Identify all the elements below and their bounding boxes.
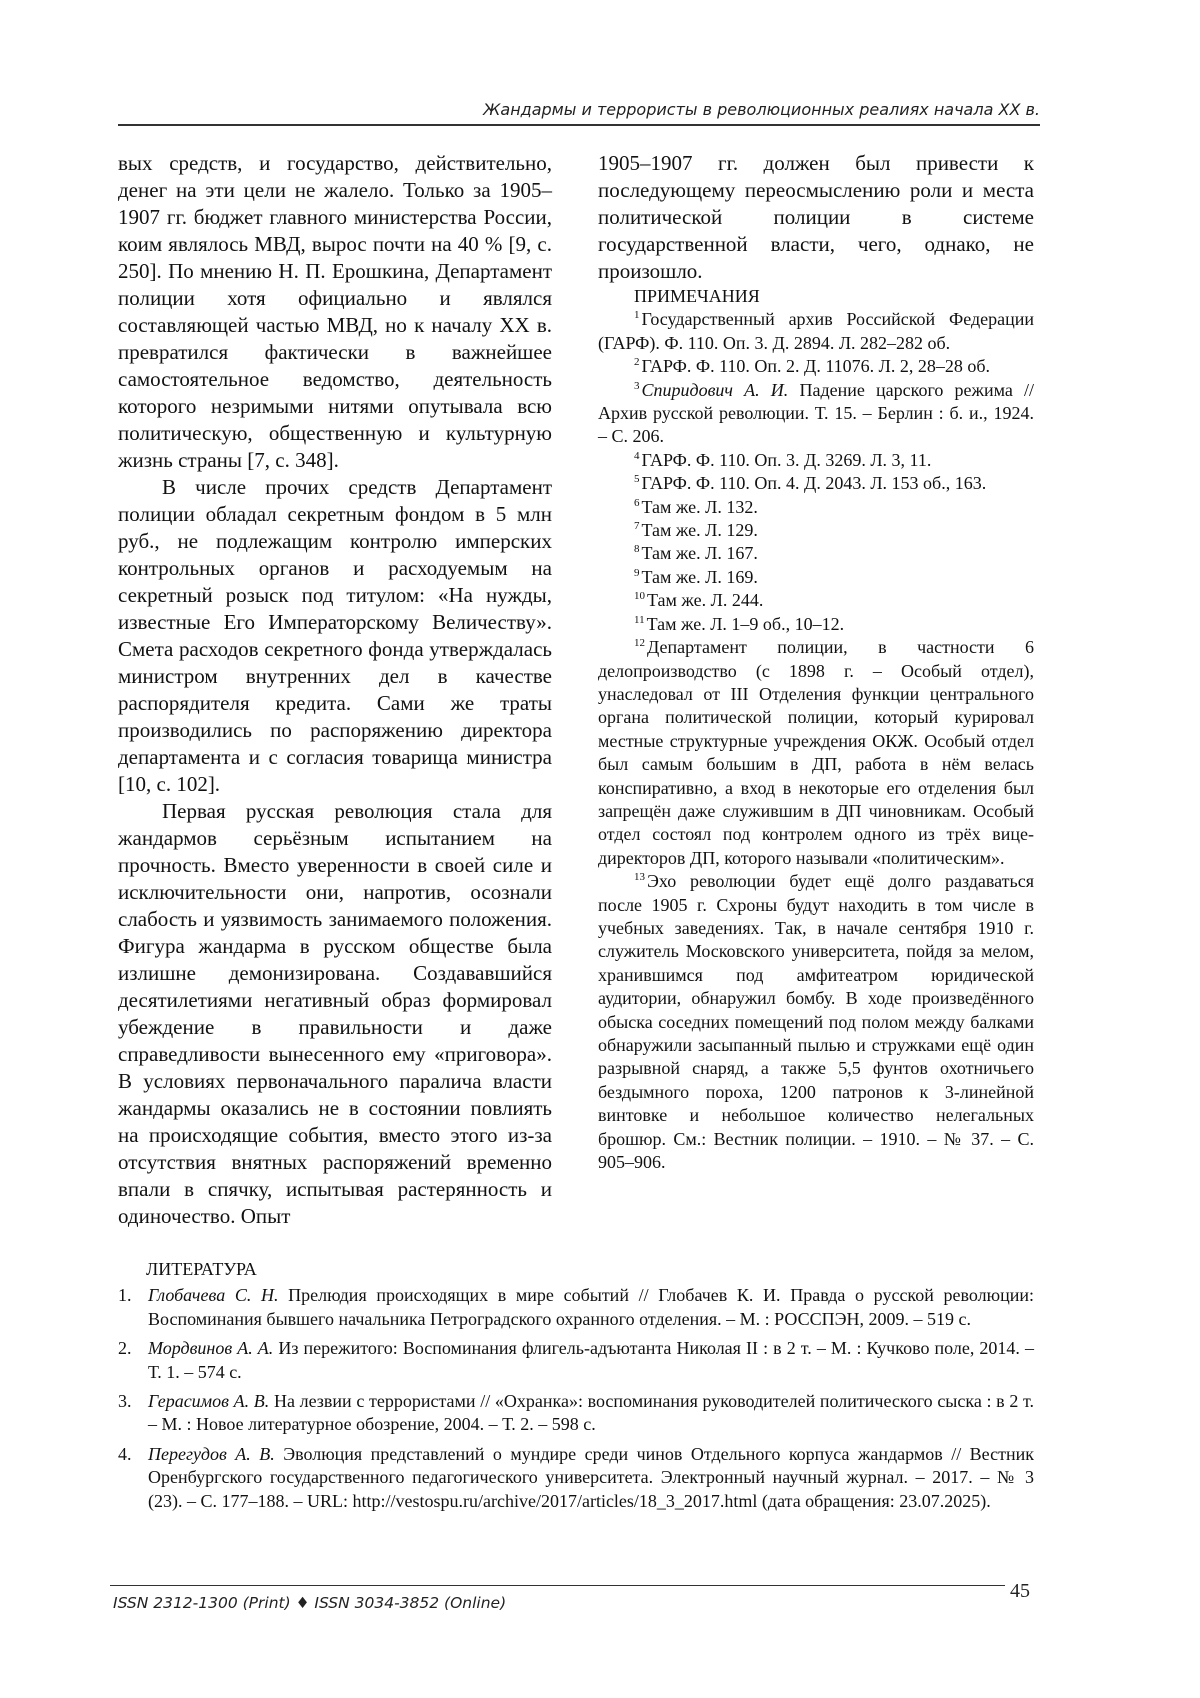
header-rule xyxy=(118,124,1040,126)
note-item xyxy=(598,472,1034,495)
body-paragraph: В числе прочих средств Департамент полиции обладал секретным фондом в 5 млн руб., не подлежащим контролю имперских контрольных органов и расходуемым на секретный розыск под титулом: «На нужды, известные Его Императорскому Величеству». Смета расходов секретного фонда утверждалась министром внутренних дел в качестве распорядителя кредита. Сами же траты производились по распоряжению директора департамента и с согласия товарища министра [10, с. 102]. xyxy=(118,475,552,796)
note-number: 8 xyxy=(634,543,640,556)
literature-number: 4. xyxy=(118,1443,132,1464)
note-text: Там же. Л. 244. xyxy=(647,590,764,611)
note-text: Департамент полиции, в частности 6 делопроизводство (с 1898 г. – Особый отдел), унаследовал от III Отделения функции центрального органа политической полиции, который курировал местные структурные учреждения ОКЖ. Особый отдел был самым большим в ДП, работа в нём велась конспиративно, а вход в некоторые его отделения был запрещён даже служившим в ДП чиновникам. Особый отдел состоял под контролем одного из трёх вице-директоров ДП, которого называли «политическим». xyxy=(598,637,1034,868)
note-item xyxy=(598,308,1034,355)
note-text: Там же. Л. 1–9 об., 10–12. xyxy=(646,613,845,634)
note-item xyxy=(598,355,1034,378)
notes-section xyxy=(598,285,1034,1174)
literature-text: Эволюция представлений о мундире среди чинов Отдельного корпуса жандармов // Вестник Оренбургского государственного педагогического университета. Электронный научный журнал. – 2017. – № 3 (23). – С. 177–188. – URL: http://vestospu.ru/archive/2017/articles/18_3_2017.html (дата обращения: 23.07.2025). xyxy=(148,1443,1034,1511)
note-item xyxy=(598,379,1034,449)
body-column-left xyxy=(118,150,552,1230)
body-paragraph: 1905–1907 гг. должен был привести к последующему переосмыслению роли и места политической полиции в системе государственной власти, чего, однако, не произошло. xyxy=(598,151,1034,283)
note-number: 11 xyxy=(634,613,645,626)
body-paragraph: вых средств, и государство, действительно, денег на эти цели не жалело. Только за 1905–1907 гг. бюджет главного министерства России, коим являлось МВД, вырос почти на 40 % [9, с. 250]. По мнению Н. П. Ерошкина, Департамент полиции хотя официально и являлся составляющей частью МВД, но к началу XX в. превратился фактически в важнейшее самостоятельное ведомство, деятельность которого незримыми нитями опутывала всю политическую, общественную и культурную жизнь страны [7, с. 348]. xyxy=(118,151,552,472)
literature-number: 1. xyxy=(118,1285,132,1306)
note-text: Там же. Л. 129. xyxy=(641,520,758,541)
literature-item xyxy=(118,1284,1034,1331)
note-item xyxy=(598,496,1034,519)
note-text: Там же. Л. 167. xyxy=(641,543,758,564)
note-number: 3 xyxy=(634,379,640,392)
note-number: 5 xyxy=(634,473,640,486)
note-number: 12 xyxy=(634,637,645,650)
note-number: 9 xyxy=(634,566,640,579)
literature-text: Прелюдия происходящих в мире событий // Глобачев К. И. Правда о русской революции: Воспоминания бывшего начальника Петроградского охранного отделения. – М. : РОССПЭН, 2009. – 519 с. xyxy=(148,1285,1034,1329)
note-text: Эхо революции будет ещё долго раздаваться после 1905 г. Схроны будут находить в том числе в учебных заведениях. Так, в начале сентября 1910 г. служитель Московского университета, пойдя за мелом, хранившимся под амфитеатром юридической аудитории, обнаружил бомбу. В ходе произведённого обыска соседних помещений под полом между балками обнаружили засыпанный пылью и стружками ещё один разрывной снаряд, а также 5,5 фунтов охотничьего бездымного пороха, 1200 патронов к 3-линейной винтовке и небольшое количество нелегальных брошюр. См.: Вестник полиции. – 1910. – № 37. – С. 905–906. xyxy=(598,871,1034,1173)
note-text: ГАРФ. Ф. 110. Оп. 2. Д. 11076. Л. 2, 28–28 об. xyxy=(641,356,991,377)
literature-author: Перегудов А. В. xyxy=(148,1443,275,1464)
running-head: Жандармы и террористы в революционных реалиях начала XX в. xyxy=(483,100,1040,119)
note-number: 7 xyxy=(634,520,640,533)
note-text: Там же. Л. 169. xyxy=(641,566,758,587)
note-number: 6 xyxy=(634,496,640,509)
footer-rule xyxy=(110,1585,1005,1586)
note-text: ГАРФ. Ф. 110. Оп. 3. Д. 3269. Л. 3, 11. xyxy=(641,449,932,470)
literature-number: 2. xyxy=(118,1338,132,1359)
literature-item xyxy=(118,1390,1034,1437)
note-item xyxy=(598,519,1034,542)
body-paragraph: Первая русская революция стала для жандармов серьёзным испытанием на прочность. Вместо уверенности в своей силе и исключительности они, напротив, осознали слабость и уязвимость занимаемого положения. Фигура жандарма в русском обществе была излишне демонизирована. Создававшийся десятилетиями негативный образ формировал убеждение в правильности и даже справедливости вынесенного ему «приговора». В условиях первоначального паралича власти жандармы оказались не в состоянии повлиять на происходящие события, вместо этого из-за отсутствия внятных распоряжений временно впали в спячку, испытывая растерянность и одиночество. Опыт xyxy=(118,799,552,1228)
note-item xyxy=(598,636,1034,870)
note-number: 13 xyxy=(634,871,645,884)
note-number: 10 xyxy=(634,590,645,603)
note-text: ГАРФ. Ф. 110. Оп. 4. Д. 2043. Л. 153 об., 163. xyxy=(641,473,987,494)
literature-author: Мордвинов А. А. xyxy=(148,1338,274,1359)
literature-text: На лезвии с террористами // «Охранка»: воспоминания руководителей политического сыска : в 2 т. – М. : Новое литературное обозрение, 2004. – Т. 2. – 598 с. xyxy=(148,1391,1034,1435)
note-item xyxy=(598,449,1034,472)
literature-number: 3. xyxy=(118,1391,132,1412)
note-item xyxy=(598,613,1034,636)
literature-text: Из пережитого: Воспоминания флигель-адъютанта Николая II : в 2 т. – М. : Кучково поле, 2014. – Т. 1. – 574 с. xyxy=(148,1338,1034,1382)
note-item xyxy=(598,870,1034,1174)
note-item xyxy=(598,542,1034,565)
literature-item xyxy=(118,1337,1034,1384)
page-number: 45 xyxy=(1010,1580,1030,1602)
body-column-right xyxy=(598,150,1034,285)
note-text: Там же. Л. 132. xyxy=(641,496,758,517)
note-number: 4 xyxy=(634,449,640,462)
literature-author: Герасимов А. В. xyxy=(148,1391,270,1412)
note-number: 1 xyxy=(634,309,640,322)
note-number: 2 xyxy=(634,356,640,369)
notes-heading: ПРИМЕЧАНИЯ xyxy=(634,286,760,306)
note-text: Государственный архив Российской Федерации (ГАРФ). Ф. 110. Оп. 3. Д. 2894. Л. 282–282 об. xyxy=(598,309,1034,353)
note-item xyxy=(598,589,1034,612)
note-author: Спиридович А. И. xyxy=(641,379,789,400)
note-text: Падение царского режима // Архив русской революции. Т. 15. – Берлин : б. и., 1924. – С. 206. xyxy=(598,379,1034,447)
literature-author: Глобачева С. Н. xyxy=(148,1285,279,1306)
footer-issn: ISSN 2312-1300 (Print) ♦ ISSN 3034-3852 (Online) xyxy=(113,1594,507,1612)
literature-item xyxy=(118,1443,1034,1513)
note-item xyxy=(598,566,1034,589)
literature-heading: ЛИТЕРАТУРА xyxy=(146,1259,257,1279)
literature-section xyxy=(118,1258,1034,1519)
